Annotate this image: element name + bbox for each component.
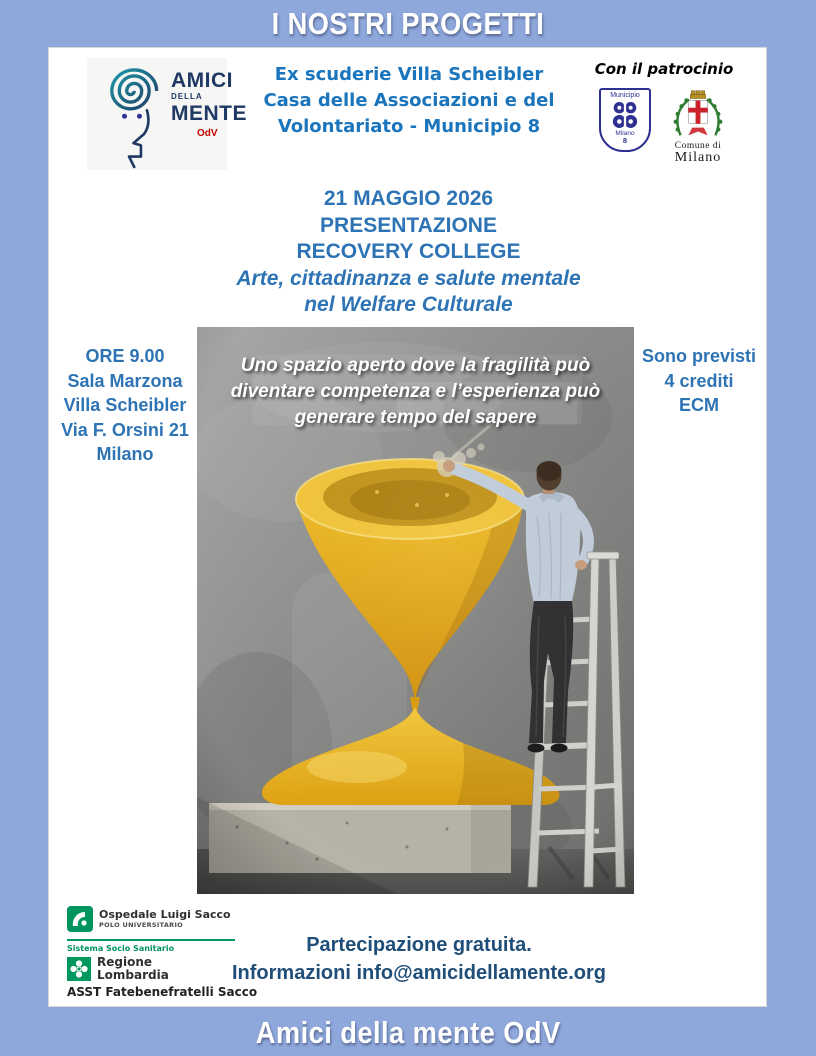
venue-block — [239, 62, 579, 140]
contact-email-line: Informazioni info@amicidellamente.org — [232, 961, 606, 984]
comune-milano-crest-icon — [667, 88, 729, 140]
event-date: 21 MAGGIO 2026 — [323, 187, 494, 210]
comune-label-line2: Milano — [674, 150, 722, 165]
logo-line-della: DELLA — [171, 92, 203, 101]
municipio-city-label: Milano — [615, 130, 635, 137]
ecm-line-1: Sono previsti — [641, 346, 757, 366]
amici-della-mente-logo — [87, 58, 247, 170]
logo-wordmark — [171, 58, 247, 139]
event-subtitle-1: Arte, cittadinanza e salute mentale — [236, 266, 581, 290]
organization-name: Amici della mente OdV — [255, 1015, 561, 1050]
event-address: Via F. Orsini 21 — [61, 419, 189, 440]
asst-label: ASST Fatebenefratelli Sacco — [67, 985, 258, 1000]
event-venue-name: Villa Scheibler — [63, 395, 187, 415]
page-title: I NOSTRI PROGETTI — [271, 6, 545, 41]
event-time: ORE 9.00 — [85, 346, 165, 366]
comune-milano-crest — [667, 88, 729, 166]
ecm-credits-block — [635, 344, 763, 418]
sistema-socio-sanitario-label: Sistema Socio Sanitario — [67, 944, 175, 953]
brain-spiral-face-icon — [87, 58, 171, 170]
ospedale-name: Ospedale Luigi Sacco — [99, 907, 231, 921]
top-banner — [0, 2, 816, 46]
regione-label-line1: Regione — [97, 955, 153, 969]
municipio-label: Municipio — [610, 92, 640, 99]
regione-lombardia-logo-icon — [67, 957, 91, 981]
hourglass-mural-image — [197, 327, 634, 894]
event-block — [49, 186, 768, 319]
logo-line-odv: OdV — [197, 128, 218, 139]
event-room: Sala Marzona — [67, 370, 183, 391]
venue-line-2: Casa delle Associazioni e del — [263, 90, 555, 111]
mural-caption-line-3: generare tempo del sapere — [294, 407, 537, 428]
mural-caption — [203, 353, 628, 431]
participation-info-block — [129, 932, 709, 987]
comune-label-line1: Comune di — [674, 141, 722, 151]
flyer-card — [48, 47, 767, 1007]
bottom-banner — [0, 1010, 816, 1056]
ospedale-sacco-logo-icon — [67, 906, 93, 932]
logo-line-mente: MENTE — [171, 102, 247, 125]
participation-line: Partecipazione gratuita. — [306, 934, 532, 956]
venue-line-1: Ex scuderie Villa Scheibler — [274, 64, 544, 85]
event-line-presentazione: PRESENTAZIONE — [320, 213, 497, 237]
ecm-line-3: ECM — [679, 395, 719, 415]
municipio-number: 8 — [622, 136, 628, 145]
event-subtitle-2: nel Welfare Culturale — [304, 293, 513, 316]
ecm-line-2: 4 crediti — [664, 370, 734, 391]
event-time-place-block — [55, 344, 195, 467]
ospedale-subtitle: POLO UNIVERSITARIO — [99, 921, 184, 930]
municipio8-crest-icon — [599, 88, 651, 152]
mural-caption-line-2: diventare competenza e l’esperienza può — [230, 381, 601, 402]
venue-line-3: Volontariato - Municipio 8 — [277, 116, 541, 137]
mural-caption-line-1: Uno spazio aperto dove la fragilità può — [240, 355, 591, 376]
patronage-block — [571, 60, 757, 166]
event-city: Milano — [96, 444, 154, 464]
patronage-title: Con il patrocinio — [594, 60, 734, 78]
logo-line-amici: AMICI — [171, 69, 233, 92]
regione-label-line2: Lombardia — [97, 967, 169, 982]
event-line-recovery-college: RECOVERY COLLEGE — [296, 240, 521, 263]
municipio8-emblem-icon — [608, 99, 642, 131]
